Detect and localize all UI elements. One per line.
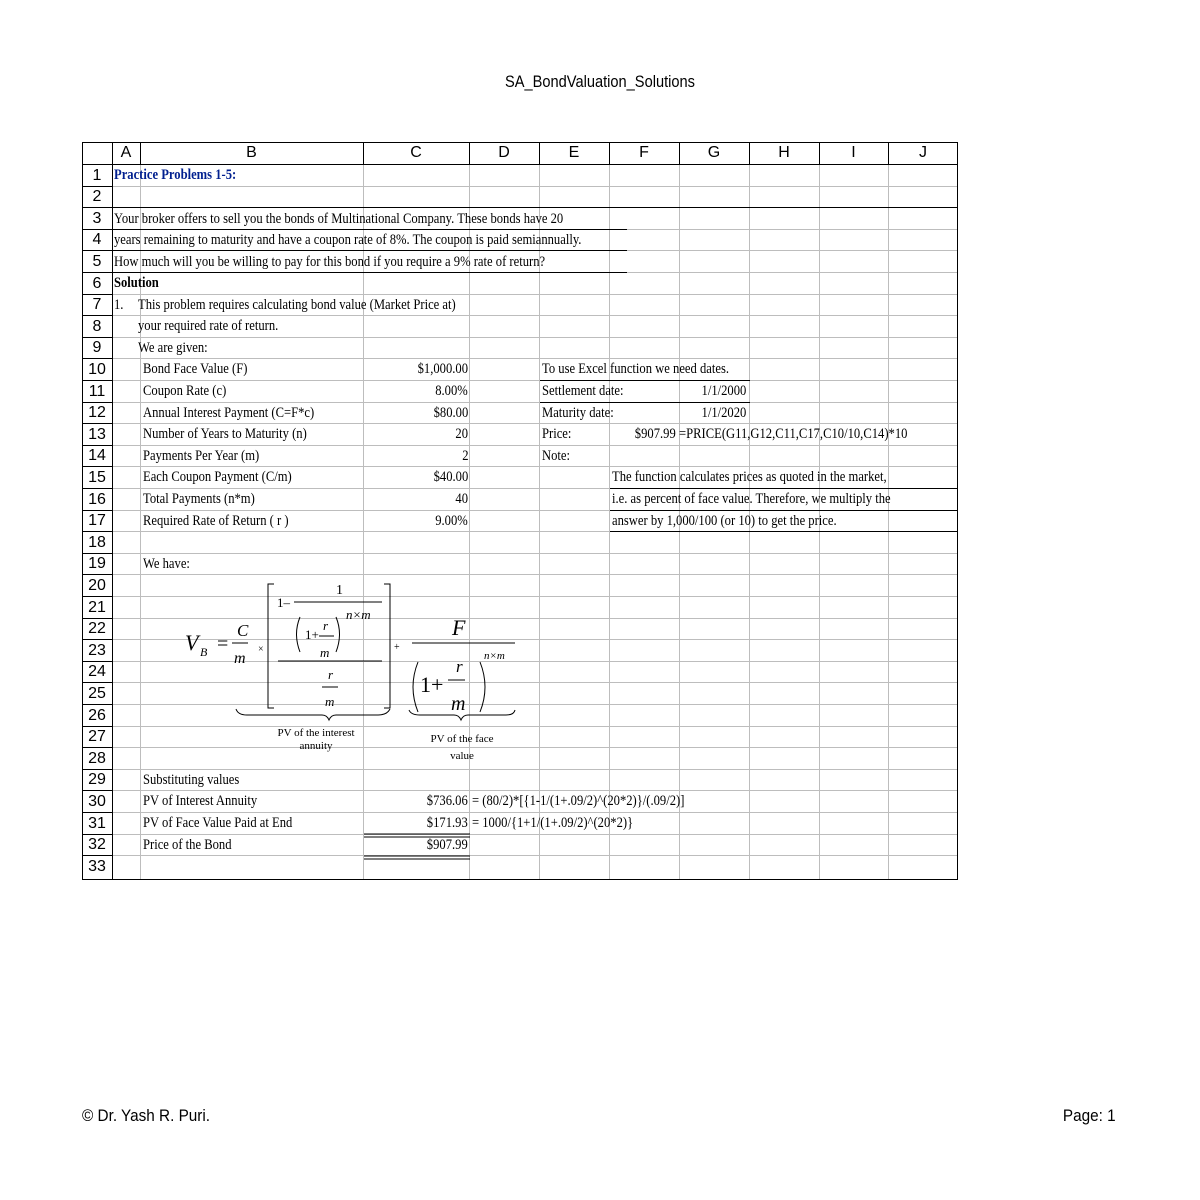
formula-exponent: n×m bbox=[346, 607, 371, 622]
given-value[interactable]: 40 bbox=[455, 491, 468, 507]
settlement-date[interactable]: 1/1/2000 bbox=[701, 383, 746, 399]
row-header[interactable]: 24 bbox=[88, 663, 106, 680]
row-header[interactable]: 11 bbox=[88, 383, 106, 400]
formula-plus: + bbox=[394, 642, 400, 653]
formula-times: × bbox=[258, 644, 264, 655]
row-header[interactable]: 4 bbox=[92, 231, 102, 248]
row-header[interactable]: 22 bbox=[88, 620, 106, 637]
column-header[interactable]: A bbox=[120, 144, 132, 161]
given-value[interactable]: 20 bbox=[455, 426, 468, 442]
formula-one-minus: 1– bbox=[277, 595, 290, 610]
price-label[interactable]: Price: bbox=[542, 426, 572, 442]
column-header[interactable]: G bbox=[707, 144, 721, 161]
column-header[interactable]: F bbox=[639, 144, 649, 161]
column-header[interactable]: D bbox=[498, 144, 510, 161]
maturity-date[interactable]: 1/1/2020 bbox=[701, 405, 746, 421]
spreadsheet bbox=[82, 142, 958, 880]
solution-label[interactable]: Solution bbox=[114, 275, 159, 291]
row-header[interactable]: 31 bbox=[88, 815, 106, 832]
row-header[interactable]: 21 bbox=[88, 599, 106, 616]
row-header[interactable]: 3 bbox=[92, 210, 102, 227]
given-value[interactable]: $1,000.00 bbox=[417, 361, 468, 377]
formula-exponent-large: n×m bbox=[484, 650, 505, 662]
row-header[interactable]: 14 bbox=[88, 447, 106, 464]
row-header[interactable]: 20 bbox=[88, 577, 106, 594]
maturity-label[interactable]: Maturity date: bbox=[542, 405, 614, 421]
formula-vb-sub: B bbox=[200, 645, 208, 659]
formula-m: m bbox=[234, 650, 246, 667]
formula-m-denominator: m bbox=[325, 694, 335, 709]
note-text[interactable]: answer by 1,000/100 (or 10) to get the price. bbox=[612, 513, 837, 529]
excel-intro[interactable]: To use Excel function we need dates. bbox=[542, 361, 730, 377]
page-title: SA_BondValuation_Solutions bbox=[505, 72, 695, 91]
row-header[interactable]: 12 bbox=[88, 404, 106, 421]
substituting-label[interactable]: Substituting values bbox=[143, 772, 240, 788]
intro-text[interactable]: We are given: bbox=[138, 340, 208, 356]
given-value[interactable]: 9.00% bbox=[435, 513, 468, 529]
formula-m-inner: m bbox=[320, 645, 330, 660]
footer-copyright: © Dr. Yash R. Puri. bbox=[82, 1106, 211, 1125]
given-label[interactable]: Total Payments (n*m) bbox=[143, 491, 255, 507]
result-label[interactable]: PV of Interest Annuity bbox=[143, 793, 258, 809]
given-label[interactable]: Number of Years to Maturity (n) bbox=[143, 426, 307, 442]
row-header[interactable]: 29 bbox=[88, 771, 106, 788]
column-header[interactable]: B bbox=[246, 144, 257, 161]
row-header[interactable]: 32 bbox=[88, 836, 106, 853]
formula-face: F bbox=[452, 615, 466, 640]
intro-text[interactable]: This problem requires calculating bond value (Market Price at) bbox=[138, 297, 456, 313]
formula-one: 1 bbox=[336, 583, 343, 598]
label-annuity-line1: PV of the interest bbox=[277, 727, 355, 739]
row-header[interactable]: 10 bbox=[88, 361, 106, 378]
formula-r: r bbox=[323, 618, 329, 633]
row-header[interactable]: 13 bbox=[88, 426, 106, 443]
result-value[interactable]: $171.93 bbox=[427, 815, 468, 831]
result-label[interactable]: PV of Face Value Paid at End bbox=[143, 815, 293, 831]
given-value[interactable]: $40.00 bbox=[433, 469, 468, 485]
label-annuity-line2: annuity bbox=[299, 740, 333, 752]
result-formula[interactable]: = (80/2)*[{1-1/(1+.09/2)^(20*2)}/(.09/2)] bbox=[472, 793, 685, 809]
row-header[interactable]: 15 bbox=[88, 469, 106, 486]
formula-equals: = bbox=[217, 633, 229, 655]
row-header[interactable]: 19 bbox=[88, 555, 106, 572]
row-header[interactable]: 27 bbox=[88, 728, 106, 745]
row-header[interactable]: 16 bbox=[88, 491, 106, 508]
intro-text[interactable]: your required rate of return. bbox=[138, 318, 279, 334]
row-header[interactable]: 30 bbox=[88, 793, 106, 810]
bond-price-value[interactable]: $907.99 bbox=[427, 837, 468, 853]
row-header[interactable]: 26 bbox=[88, 707, 106, 724]
price-formula[interactable]: =PRICE(G11,G12,C11,C17,C10/10,C14)*10 bbox=[679, 426, 908, 442]
footer-page-number: Page: 1 bbox=[1063, 1106, 1116, 1125]
step-number[interactable]: 1. bbox=[114, 297, 124, 313]
column-header[interactable]: H bbox=[778, 144, 790, 161]
row-header[interactable]: 6 bbox=[92, 275, 102, 292]
row-header[interactable]: 28 bbox=[88, 750, 106, 767]
result-formula[interactable]: = 1000/{1+1/(1+.09/2)^(20*2)} bbox=[472, 815, 634, 831]
result-value[interactable]: $736.06 bbox=[427, 793, 468, 809]
formula-r-large: r bbox=[456, 657, 463, 676]
given-label[interactable]: Coupon Rate (c) bbox=[143, 383, 227, 399]
result-label[interactable]: Price of the Bond bbox=[143, 837, 232, 853]
row-header[interactable]: 9 bbox=[92, 339, 102, 356]
column-header[interactable]: E bbox=[568, 144, 580, 161]
row-header[interactable]: 1 bbox=[92, 167, 102, 184]
row-header[interactable]: 5 bbox=[92, 253, 102, 270]
row-header[interactable]: 18 bbox=[88, 534, 106, 551]
given-value[interactable]: 2 bbox=[461, 448, 468, 464]
label-face-line1: PV of the face bbox=[430, 733, 494, 745]
row-header[interactable]: 17 bbox=[88, 512, 106, 529]
formula-c: C bbox=[237, 621, 249, 640]
given-value[interactable]: $80.00 bbox=[433, 405, 468, 421]
we-have-label[interactable]: We have: bbox=[143, 556, 190, 572]
formula-one-plus-large: 1+ bbox=[420, 672, 444, 697]
row-header[interactable]: 2 bbox=[92, 188, 102, 205]
given-label[interactable]: Required Rate of Return ( r ) bbox=[143, 513, 289, 529]
column-header[interactable]: I bbox=[851, 144, 856, 161]
settlement-label[interactable]: Settlement date: bbox=[542, 383, 624, 399]
given-label[interactable]: Annual Interest Payment (C=F*c) bbox=[143, 405, 315, 421]
given-label[interactable]: Bond Face Value (F) bbox=[143, 361, 248, 377]
heading-cell[interactable]: Practice Problems 1-5: bbox=[114, 167, 237, 183]
problem-text[interactable]: How much will you be willing to pay for this bond if you require a 9% rate of return? bbox=[114, 254, 546, 270]
note-text[interactable]: The function calculates prices as quoted in the market, bbox=[612, 469, 887, 485]
given-label[interactable]: Each Coupon Payment (C/m) bbox=[143, 469, 292, 485]
formula-vb: V bbox=[185, 630, 199, 655]
column-header[interactable]: J bbox=[919, 144, 927, 161]
formula-one-plus: 1+ bbox=[305, 627, 319, 642]
price-value[interactable]: $907.99 bbox=[635, 426, 676, 442]
row-header[interactable]: 25 bbox=[88, 685, 106, 702]
label-face-line2: value bbox=[450, 750, 474, 762]
note-text[interactable]: i.e. as percent of face value. Therefore, we multiply the bbox=[612, 491, 891, 507]
note-label[interactable]: Note: bbox=[542, 448, 570, 464]
given-value[interactable]: 8.00% bbox=[435, 383, 468, 399]
column-header[interactable]: C bbox=[410, 144, 422, 161]
row-header[interactable]: 23 bbox=[88, 642, 106, 659]
given-label[interactable]: Payments Per Year (m) bbox=[143, 448, 260, 464]
formula-r-denominator: r bbox=[328, 667, 334, 682]
formula-m-large: m bbox=[451, 693, 466, 715]
row-header[interactable]: 7 bbox=[92, 296, 102, 313]
row-header[interactable]: 33 bbox=[88, 858, 106, 875]
problem-text[interactable]: years remaining to maturity and have a coupon rate of 8%. The coupon is paid semiannually. bbox=[114, 232, 582, 248]
row-header[interactable]: 8 bbox=[92, 318, 102, 335]
problem-text[interactable]: Your broker offers to sell you the bonds of Multinational Company. These bonds have 20 bbox=[114, 211, 564, 227]
